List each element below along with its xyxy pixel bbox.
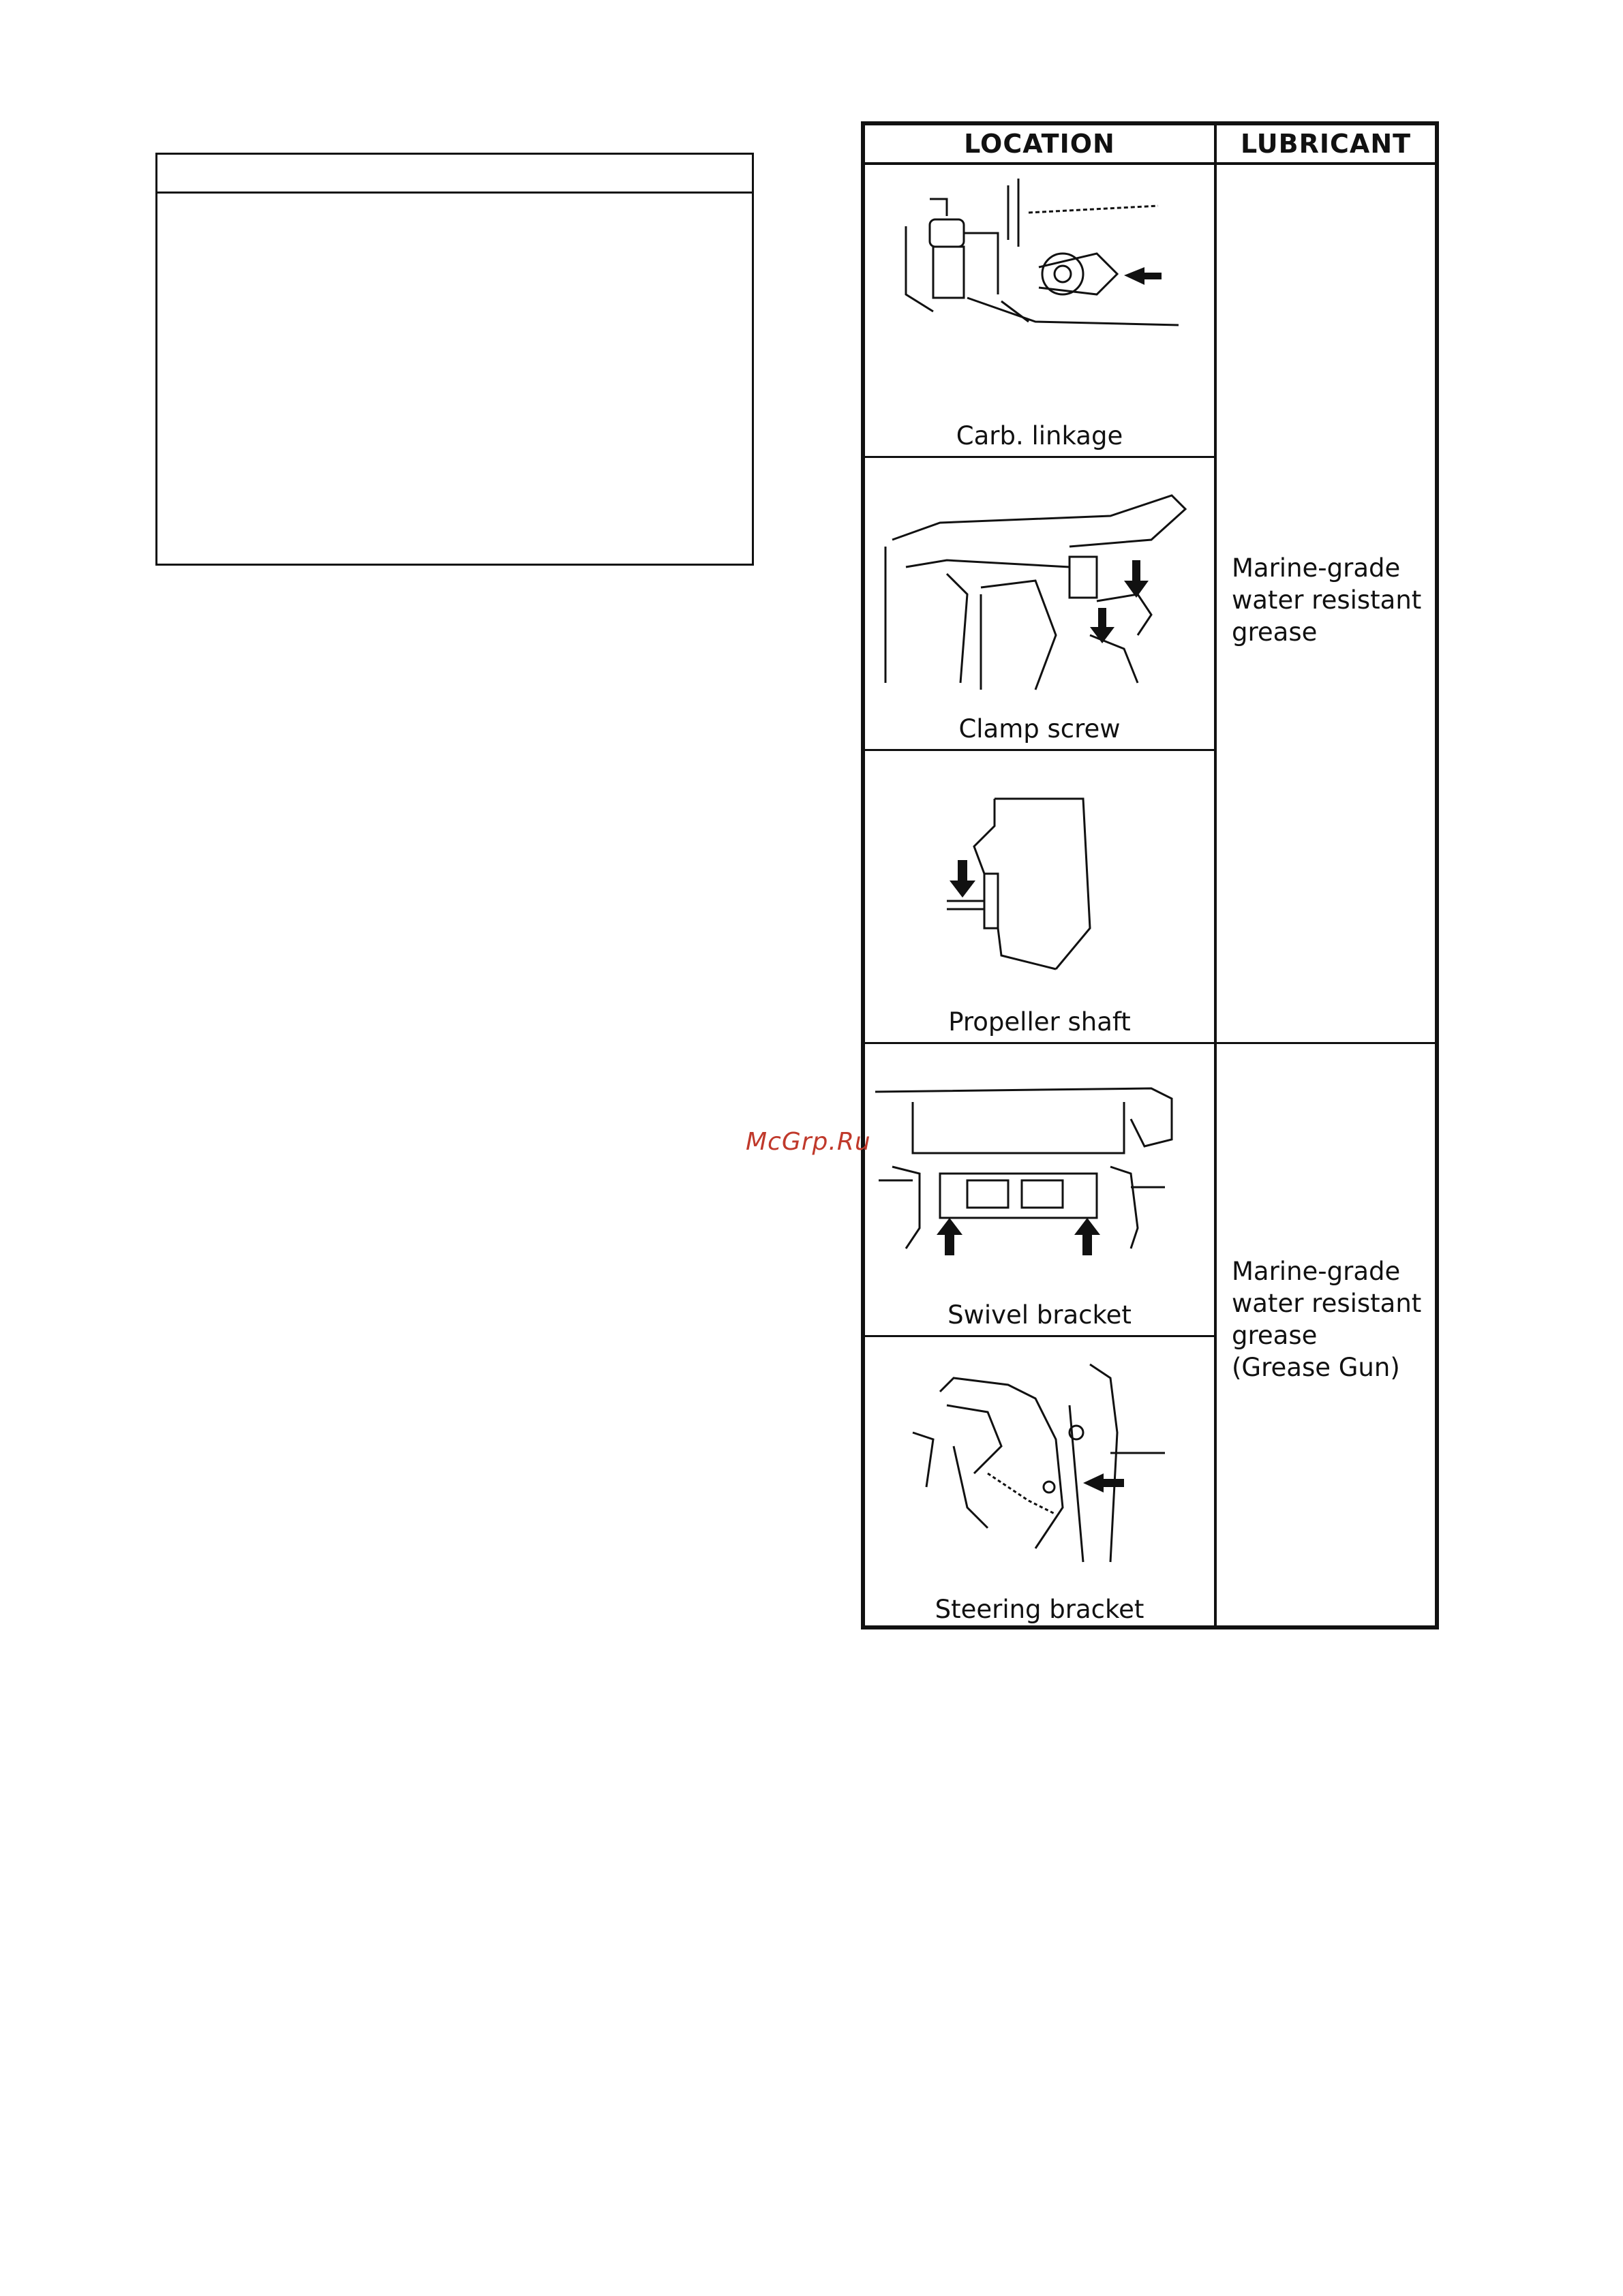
location-cell-propeller-shaft	[865, 751, 1214, 1044]
note-box-header	[157, 155, 752, 194]
swivel-bracket-illustration	[865, 1044, 1214, 1286]
location-label: Clamp screw	[958, 714, 1121, 744]
location-label: Carb. linkage	[956, 421, 1123, 450]
location-cell-steering-bracket	[865, 1337, 1214, 1629]
location-cell-clamp-screw	[865, 458, 1214, 751]
propeller-shaft-illustration	[865, 751, 1214, 993]
lubrication-table	[861, 121, 1439, 1629]
lubricant-cell-grease-gun	[1217, 1044, 1435, 1629]
lubricant-text: Marine-grade water resistant grease	[1232, 553, 1422, 647]
clamp-screw-illustration	[865, 458, 1214, 700]
location-label: Swivel bracket	[947, 1300, 1132, 1330]
lubricant-text: Marine-grade water resistant grease (Grease Gun)	[1232, 1257, 1422, 1382]
header-lubricant: LUBRICANT	[1217, 125, 1435, 165]
carb-linkage-illustration	[865, 165, 1214, 407]
steering-bracket-illustration	[865, 1337, 1214, 1579]
location-label: Propeller shaft	[948, 1007, 1131, 1037]
watermark: McGrp.Ru	[746, 1128, 871, 1156]
header-location: LOCATION	[865, 125, 1217, 165]
lubricant-cell-grease	[1217, 165, 1435, 1044]
location-cell-carb-linkage	[865, 165, 1214, 458]
location-label: Steering bracket	[935, 1595, 1144, 1624]
note-box	[155, 153, 754, 566]
location-cell-swivel-bracket	[865, 1044, 1214, 1337]
